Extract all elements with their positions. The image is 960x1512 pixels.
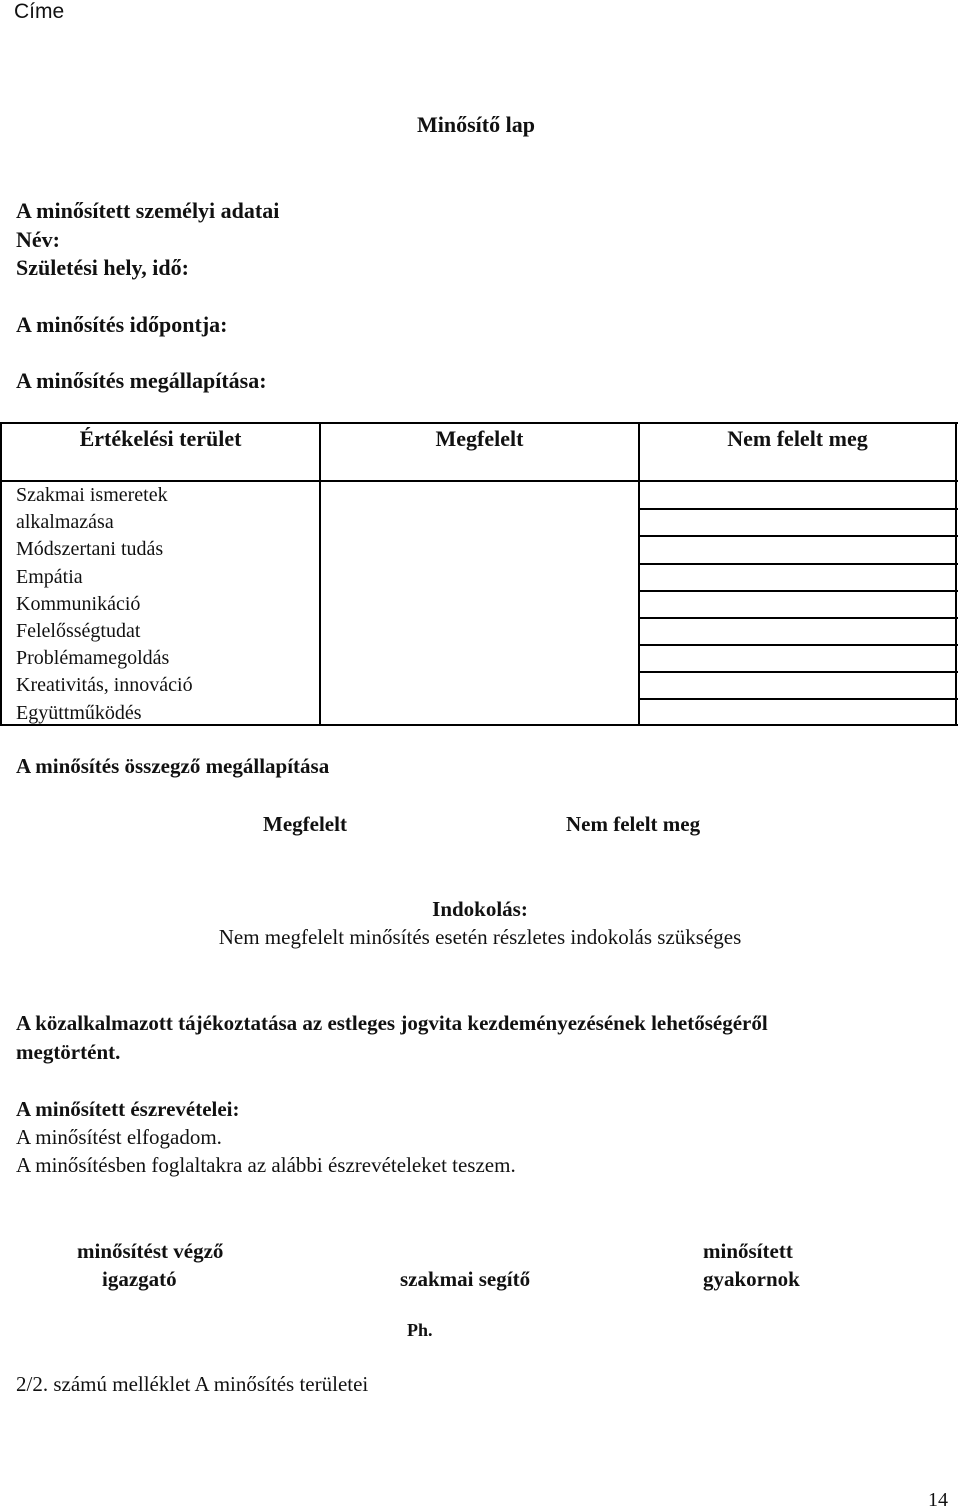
remarks-accept: A minősítést elfogadom. [16, 1125, 222, 1149]
table-rowline [638, 671, 958, 673]
signature-mentor: szakmai segítő [400, 1267, 531, 1291]
criterion-item: Kreativitás, innováció [16, 674, 193, 697]
table-border-right [955, 422, 957, 726]
birth-label: Születési hely, idő: [16, 255, 189, 280]
table-header-fail: Nem felelt meg [727, 426, 868, 451]
remarks-heading: A minősített észrevételei: [16, 1097, 240, 1121]
signature-trainee-line-1: minősített [703, 1239, 793, 1263]
name-label: Név: [16, 227, 60, 252]
evaluation-date-label: A minősítés időpontja: [16, 312, 228, 337]
table-rowline [638, 535, 958, 537]
table-rowline [638, 508, 958, 510]
criterion-item: Empátia [16, 565, 83, 588]
criterion-item: Kommunikáció [16, 592, 141, 615]
criterion-item: Problémamegoldás [16, 647, 170, 670]
table-rowline [638, 590, 958, 592]
justification-text: Nem megfelelt minősítés esetén részletes indokolás szükséges [218, 925, 742, 949]
remarks-objection: A minősítésben foglaltakra az alábbi észrevételeket teszem. [16, 1153, 516, 1177]
personal-data-heading: A minősített személyi adatai [16, 198, 280, 223]
table-rowline [638, 563, 958, 565]
notice-line-1: A közalkalmazott tájékoztatása az estleges jogvita kezdeményezésének lehetőségéről [16, 1011, 768, 1035]
stamp-placeholder: Ph. [407, 1320, 433, 1340]
signature-evaluator-line-1: minősítést végző [77, 1239, 224, 1263]
table-border-left [0, 422, 2, 726]
signature-evaluator-line-2: igazgató [102, 1267, 177, 1291]
table-header-area: Értékelési terület [79, 426, 242, 451]
table-header-pass: Megfelelt [435, 426, 524, 451]
document-title: Minősítő lap [417, 112, 535, 137]
criterion-item: alkalmazása [16, 511, 114, 534]
table-border-top [0, 422, 958, 424]
justification-label: Indokolás: [432, 897, 528, 921]
evaluation-finding-label: A minősítés megállapítása: [16, 368, 267, 393]
criteria-list [16, 482, 193, 727]
page-number: 14 [928, 1489, 948, 1511]
document-header-label: Címe [14, 0, 65, 23]
summary-heading: A minősítés összegző megállapítása [16, 754, 330, 778]
table-col-divider [319, 422, 321, 726]
table-rowline [638, 617, 958, 619]
criterion-item: Együttműködés [16, 701, 142, 724]
notice-line-2: megtörtént. [16, 1040, 121, 1064]
footer-note: 2/2. számú melléklet A minősítés területei [16, 1372, 369, 1396]
summary-pass-option: Megfelelt [263, 812, 347, 836]
table-rowline [638, 698, 958, 700]
table-rowline [638, 644, 958, 646]
criterion-item: Felelősségtudat [16, 619, 141, 642]
criterion-item: Módszertani tudás [16, 538, 164, 561]
signature-trainee-line-2: gyakornok [703, 1267, 800, 1291]
summary-fail-option: Nem felelt meg [566, 812, 701, 836]
table-col-divider [638, 422, 640, 726]
criterion-item: Szakmai ismeretek [16, 484, 168, 506]
